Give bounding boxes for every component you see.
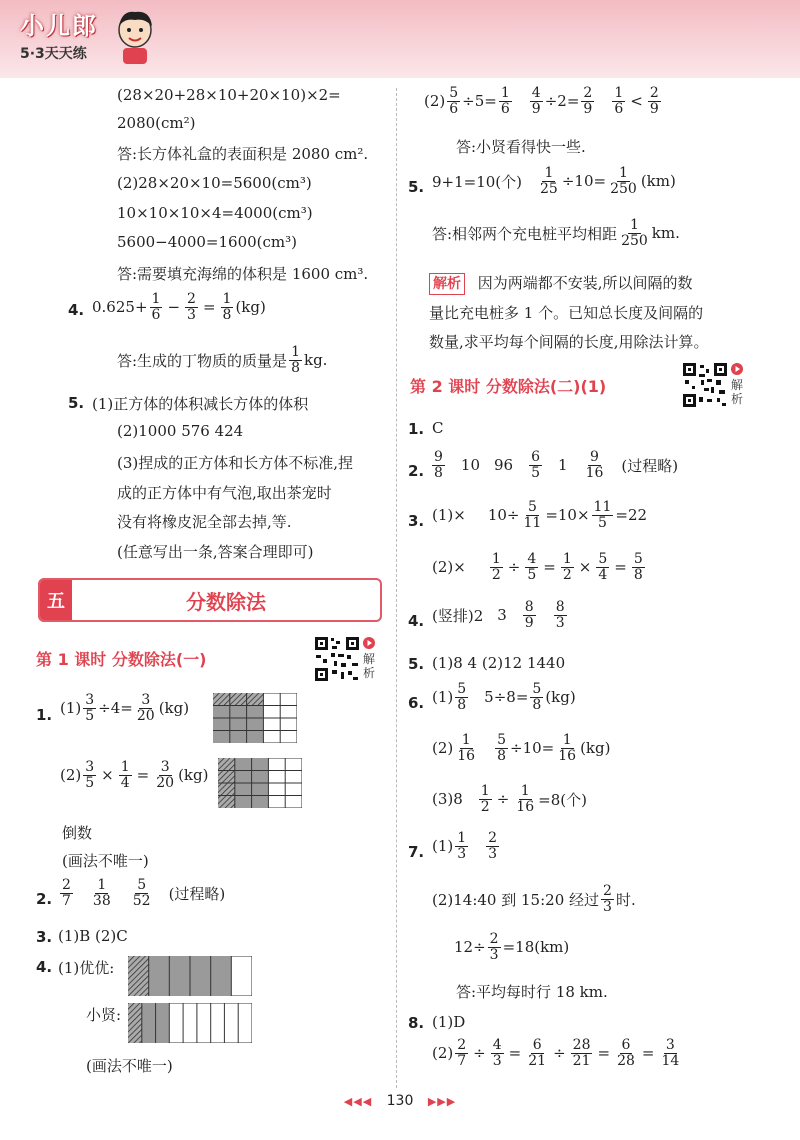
note-line: (任意写出一条,答案合理即可) (117, 543, 314, 561)
question-number: 3. (408, 512, 425, 530)
label-youyou: (1)优优: (58, 959, 115, 977)
calc-line: (2) $\frac{5}{6}$ ÷5= $\frac{1}{6}$ $\frac{4}{9}$ ÷2= $\frac{2}{9}$ 1 6 < 2 9 (424, 85, 659, 117)
fraction: 2 3 (603, 883, 612, 915)
fraction: 8 9 (524, 599, 534, 631)
question-number: 7. (408, 843, 425, 861)
column-divider (396, 88, 397, 1088)
fraction: 5 52 (132, 877, 151, 909)
calc-line-1: (28×20+28×10+20×10)×2= (117, 86, 341, 104)
question-number: 5. (68, 394, 85, 412)
fraction: $\frac{3}{5}$ (85, 692, 95, 724)
unit-number: 五 (40, 580, 72, 620)
question-number: 3. (36, 928, 53, 946)
fraction: $\frac{1}{250}$ (610, 165, 637, 197)
left-arrows-icon: ◀◀◀ (343, 1095, 373, 1108)
fraction: $\frac{3}{20}$ (156, 759, 175, 791)
question-number: 5. (408, 655, 425, 673)
answer-line: (1)D (432, 1013, 466, 1031)
q6-part-2: (2) 1 16 $\frac{5}{8}$ ÷10= $\frac{1}{16}$ (kg) (432, 732, 611, 764)
q6-part-3: (3)8 $\frac{1}{2}$ ÷ $\frac{1}{16}$ =8(个) (432, 783, 587, 815)
fraction: 2 9 (649, 85, 659, 117)
fraction: $\frac{5}{4}$ (598, 551, 608, 583)
fraction: $\frac{5}{11}$ (523, 499, 542, 531)
fraction: $\frac{6}{21}$ (528, 1037, 547, 1069)
answer-line: (1)B (2)C (58, 927, 128, 945)
page-header (0, 0, 800, 78)
fraction: $\frac{1}{6}$ (151, 291, 161, 323)
bar-model-youyou (128, 956, 252, 996)
fraction: $\frac{1}{8}$ (222, 291, 232, 323)
fraction: $\frac{1}{2}$ (491, 551, 501, 583)
fraction: 1 8 (291, 344, 300, 376)
fraction: $\frac{4}{5}$ (527, 551, 537, 583)
right-arrows-icon: ▶▶▶ (427, 1095, 457, 1108)
fraction: $\frac{1}{4}$ (120, 759, 130, 791)
shaded-grid-diagram (213, 693, 297, 743)
fraction: 1 16 (457, 732, 476, 764)
answer-line: (2)1000 576 424 (117, 422, 244, 440)
explanation-line-1: 解析 因为两端都不安装,所以间隔的数 (429, 272, 693, 295)
operator: − (167, 298, 181, 317)
explanation-badge: 解析 (429, 273, 465, 295)
fraction: $\frac{2}{9}$ (583, 85, 593, 117)
brand-logo (20, 6, 98, 63)
question-number: 1. (408, 420, 425, 438)
note-line: (画法不唯一) (62, 852, 149, 870)
fraction: $\frac{5}{8}$ (633, 551, 643, 583)
fraction: 1 6 (614, 85, 624, 117)
q3-part-2: (2)× $\frac{1}{2}$ ÷ $\frac{4}{5}$ = $\frac{1}{2}$ × $\frac{5}{4}$ = $\frac{5}{8}$ (432, 551, 643, 583)
fraction: $\frac{11}{5}$ (593, 499, 612, 531)
qr-code-icon[interactable] (314, 636, 360, 682)
qr-label: 解析 (730, 378, 743, 406)
explanation-line-2: 量比充电桩多 1 个。已知总长度及间隔的 (429, 304, 704, 322)
calc-line-2: 2080(cm²) (117, 114, 196, 132)
q4-expression (92, 292, 266, 322)
fraction: 9 16 (585, 449, 604, 481)
play-icon (363, 637, 375, 649)
calc-line: 9+1=10(个) $\frac{1}{25}$ ÷10= $\frac{1}{250}$ (km) (432, 165, 676, 197)
fraction: $\frac{1}{16}$ (558, 732, 577, 764)
answer-word: 倒数 (62, 824, 93, 842)
answer-line: 答:生成的丁物质的质量是 1 8 kg. (117, 344, 328, 376)
fraction: $\frac{6}{28}$ (617, 1037, 635, 1069)
calc-line: (2)28×20×10=5600(cm³) (117, 174, 312, 192)
fraction: 2 7 (62, 877, 71, 909)
q8-part-2: (2) $\frac{2}{7}$ ÷ $\frac{4}{3}$ = $\frac{6}{21}$ ÷ $\frac{28}{21}$ = $\frac{6}{28}$ = $\frac{3}{14}$ (432, 1037, 680, 1069)
unit-header (38, 578, 382, 622)
fraction: $\frac{1}{25}$ (540, 165, 558, 197)
fraction: $\frac{3}{20}$ (136, 692, 155, 724)
page-footer (0, 1093, 800, 1109)
question-number: 2. (408, 462, 425, 480)
operator: = (202, 298, 216, 317)
fraction: $\frac{5}{6}$ (449, 85, 459, 117)
fraction: $\frac{5}{8}$ (497, 732, 506, 764)
fraction: 2 3 (488, 830, 498, 862)
answer-line: (1)8 4 (2)12 1440 (432, 654, 566, 672)
answer-line: 没有将橡皮泥全部去掉,等. (117, 513, 292, 531)
fraction: $\frac{2}{7}$ (457, 1037, 467, 1069)
question-number: 6. (408, 694, 425, 712)
answer-line: (1)正方体的体积减长方体的体积 (92, 395, 309, 413)
fraction: $\frac{2}{3}$ (489, 931, 499, 963)
fraction: 6 5 (531, 449, 541, 481)
fraction: $\frac{4}{3}$ (492, 1037, 502, 1069)
answer-line: 答:平均每时行 18 km. (456, 983, 608, 1001)
mascot-icon (112, 8, 158, 66)
q3-part-1: (1)× 10÷ $\frac{5}{11}$ =10× $\frac{11}{5}$ =22 (432, 499, 648, 531)
fraction: 1 38 (92, 877, 111, 909)
answer-line: (3)捏成的正方体和长方体不标准,捏 (117, 454, 354, 472)
qr-label: 解析 (362, 652, 375, 680)
answer-line: C (432, 419, 444, 437)
q4-answers: (竖排)2 3 8 9 8 3 (432, 599, 565, 631)
fraction: 1 3 (457, 830, 467, 862)
answer-line: 答:需要填充海绵的体积是 1600 cm³. (117, 265, 369, 283)
fraction: $\frac{1}{2}$ (562, 551, 572, 583)
calc-line: 10×10×10×4=4000(cm³) (117, 204, 313, 222)
q1-part-1: (1) $\frac{3}{5}$ ÷4= $\frac{3}{20}$ (kg) (60, 692, 190, 724)
question-number: 4. (68, 301, 85, 319)
q7-calc: 12÷ $\frac{2}{3}$ =18(km) (454, 931, 570, 963)
answer-line: 答:长方体礼盒的表面积是 2080 cm². (117, 145, 369, 163)
calc-line: 5600−4000=1600(cm³) (117, 233, 297, 251)
fraction: $\frac{4}{9}$ (531, 85, 541, 117)
q2-answers: 9 8 10 96 6 5 1 9 16 (过程略) (434, 449, 679, 481)
q1-part-2: (2) $\frac{3}{5}$ × $\frac{1}{4}$ = $\frac{3}{20}$ (kg) (60, 759, 209, 791)
question-number: 2. (36, 890, 53, 908)
unit: (kg) (235, 298, 266, 317)
q7-part-1: (1) 1 3 2 3 (432, 830, 498, 862)
fraction: $\frac{3}{5}$ (85, 759, 95, 791)
fraction: 9 8 (434, 449, 443, 481)
qr-code-icon[interactable] (682, 362, 728, 408)
fraction: $\frac{1}{16}$ (516, 783, 535, 815)
shaded-grid-diagram (218, 758, 302, 808)
fraction: $\frac{3}{14}$ (661, 1037, 680, 1069)
bar-model-xiaoxian (128, 1003, 252, 1043)
question-number: 4. (36, 958, 53, 976)
lesson-title: 第 1 课时 分数除法(一) (36, 650, 207, 669)
unit-title: 分数除法 (186, 589, 266, 614)
answer-line: 答:小贤看得快一些. (456, 138, 586, 156)
q2-answers: 2 7 1 38 5 52 (过程略) (62, 877, 226, 909)
question-number: 8. (408, 1014, 425, 1032)
brand-series: 5·3天天练 (20, 46, 87, 62)
question-number: 4. (408, 612, 425, 630)
answer-line: 答:相邻两个充电桩平均相距 1 250 km. (432, 217, 680, 249)
fraction: $\frac{5}{8}$ (532, 681, 542, 713)
explanation-line-3: 数量,求平均每个间隔的长度,用除法计算。 (429, 333, 709, 351)
fraction: 5 8 (457, 681, 467, 713)
q7-part-2: (2)14:40 到 15:20 经过 2 3 时. (432, 883, 636, 915)
play-icon (731, 363, 743, 375)
note-line: (画法不唯一) (86, 1057, 173, 1075)
fraction: $\frac{28}{21}$ (572, 1037, 591, 1069)
fraction: $\frac{2}{3}$ (187, 291, 196, 323)
expr-text: 0.625+ (92, 298, 148, 317)
fraction: 8 3 (555, 599, 565, 631)
lesson-title: 第 2 课时 分数除法(二)(1) (410, 377, 607, 396)
fraction: $\frac{1}{6}$ (500, 85, 510, 117)
fraction: 1 250 (621, 217, 648, 249)
label-xiaoxian: 小贤: (86, 1006, 122, 1024)
q6-part-1: (1) 5 8 5÷8= $\frac{5}{8}$ (kg) (432, 681, 576, 713)
brand-name: 小儿郎 (20, 12, 98, 40)
question-number: 5. (408, 178, 425, 196)
question-number: 1. (36, 706, 53, 724)
fraction: $\frac{1}{2}$ (480, 783, 490, 815)
answer-line: 成的正方体中有气泡,取出茶宠时 (117, 484, 332, 502)
page-number: 130 (386, 1093, 414, 1109)
